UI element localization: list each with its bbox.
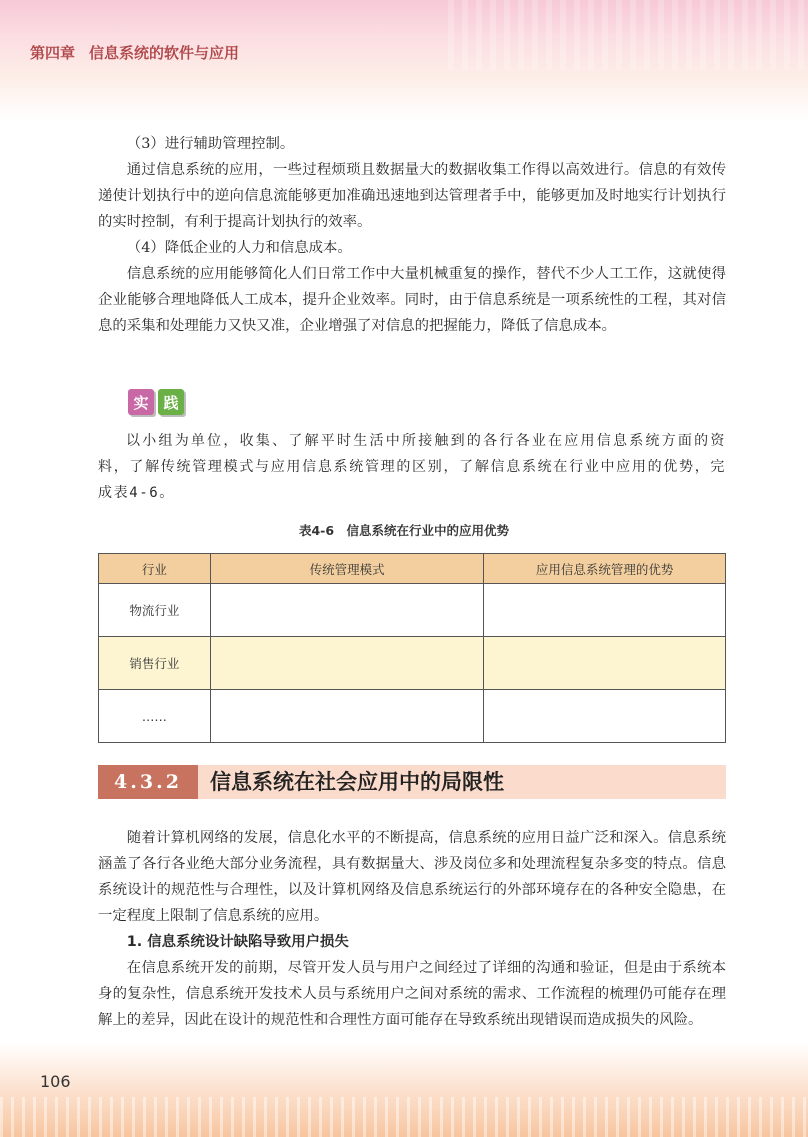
table-row: [99, 584, 726, 637]
table-header-advantage: 应用信息系统管理的优势: [484, 554, 726, 584]
item4-paragraph: 信息系统的应用能够简化人们日常工作中大量机械重复的操作，替代不少人工工作，这就使得企业能够合理地降低人工成本，提升企业效率。同时，由于信息系统是一项系统性的工程，其对信息的采集和处理能力又快又准，企业增强了对信息的把握能力，降低了信息成本。: [98, 266, 726, 334]
practice-badge: [128, 389, 184, 415]
subsection-heading: 1. 信息系统设计缺陷导致用户损失: [126, 934, 349, 950]
table-cell-blank[interactable]: [484, 637, 726, 690]
table-cell-blank[interactable]: [484, 584, 726, 637]
table-row: [99, 637, 726, 690]
item4-heading: （4）降低企业的人力和信息成本。: [126, 240, 352, 256]
practice-badge-char-2: 践: [158, 389, 184, 415]
chapter-header: [30, 42, 253, 63]
table-header-row: [99, 554, 726, 584]
chapter-number: 第四章: [30, 44, 76, 62]
table-row: [99, 690, 726, 743]
table-cell-blank[interactable]: [210, 690, 484, 743]
section-title: 信息系统在社会应用中的局限性: [210, 770, 504, 794]
body-bottom: [98, 825, 726, 1033]
section-heading: [98, 765, 726, 799]
item3-heading: （3）进行辅助管理控制。: [126, 136, 295, 152]
page-number: 106: [40, 1072, 71, 1091]
practice-badge-char-1: 实: [128, 389, 154, 415]
table-header-industry: 行业: [99, 554, 211, 584]
table-cell-industry: 物流行业: [99, 584, 211, 637]
subsection-paragraph: 在信息系统开发的前期，尽管开发人员与用户之间经过了详细的沟通和验证，但是由于系统本身的复杂性，信息系统开发技术人员与系统用户之间对系统的需求、工作流程的梳理仍可能存在理解上的差异，因此在设计的规范性和合理性方面可能存在导致系统出现错误而造成损失的风险。: [98, 960, 726, 1028]
table-header-traditional: 传统管理模式: [210, 554, 484, 584]
footer-decoration: [0, 1042, 808, 1137]
table-cell-blank[interactable]: [484, 690, 726, 743]
item3-paragraph: 通过信息系统的应用，一些过程烦琐且数据量大的数据收集工作得以高效进行。信息的有效传递使计划执行中的逆向信息流能够更加准确迅速地到达管理者手中，能够更加及时地实行计划执行的实时控制，有利于提高计划执行的效率。: [98, 162, 726, 230]
practice-paragraph: 以小组为单位，收集、了解平时生活中所接触到的各行各业在应用信息系统方面的资料，了解传统管理模式与应用信息系统管理的区别，了解信息系统在行业中应用的优势，完成表4-6。: [98, 433, 726, 501]
table-cell-industry: 销售行业: [99, 637, 211, 690]
table-cell-industry: ……: [99, 690, 211, 743]
table-caption: 表4-6 信息系统在行业中的应用优势: [298, 523, 510, 538]
intro-paragraph: 随着计算机网络的发展，信息化水平的不断提高，信息系统的应用日益广泛和深入。信息系统涵盖了各行各业绝大部分业务流程，具有数据量大、涉及岗位多和处理流程复杂多变的特点。信息系统设计的规范性与合理性，以及计算机网络及信息系统运行的外部环境存在的各种安全隐患，在一定程度上限制了信息系统的应用。: [98, 830, 726, 924]
body-top: [98, 131, 726, 339]
practice-text: [98, 428, 726, 506]
chapter-title: 信息系统的软件与应用: [89, 44, 240, 62]
table-cell-blank[interactable]: [210, 637, 484, 690]
industry-table: [98, 553, 726, 743]
section-number: 4.3.2: [98, 765, 198, 799]
table-cell-blank[interactable]: [210, 584, 484, 637]
